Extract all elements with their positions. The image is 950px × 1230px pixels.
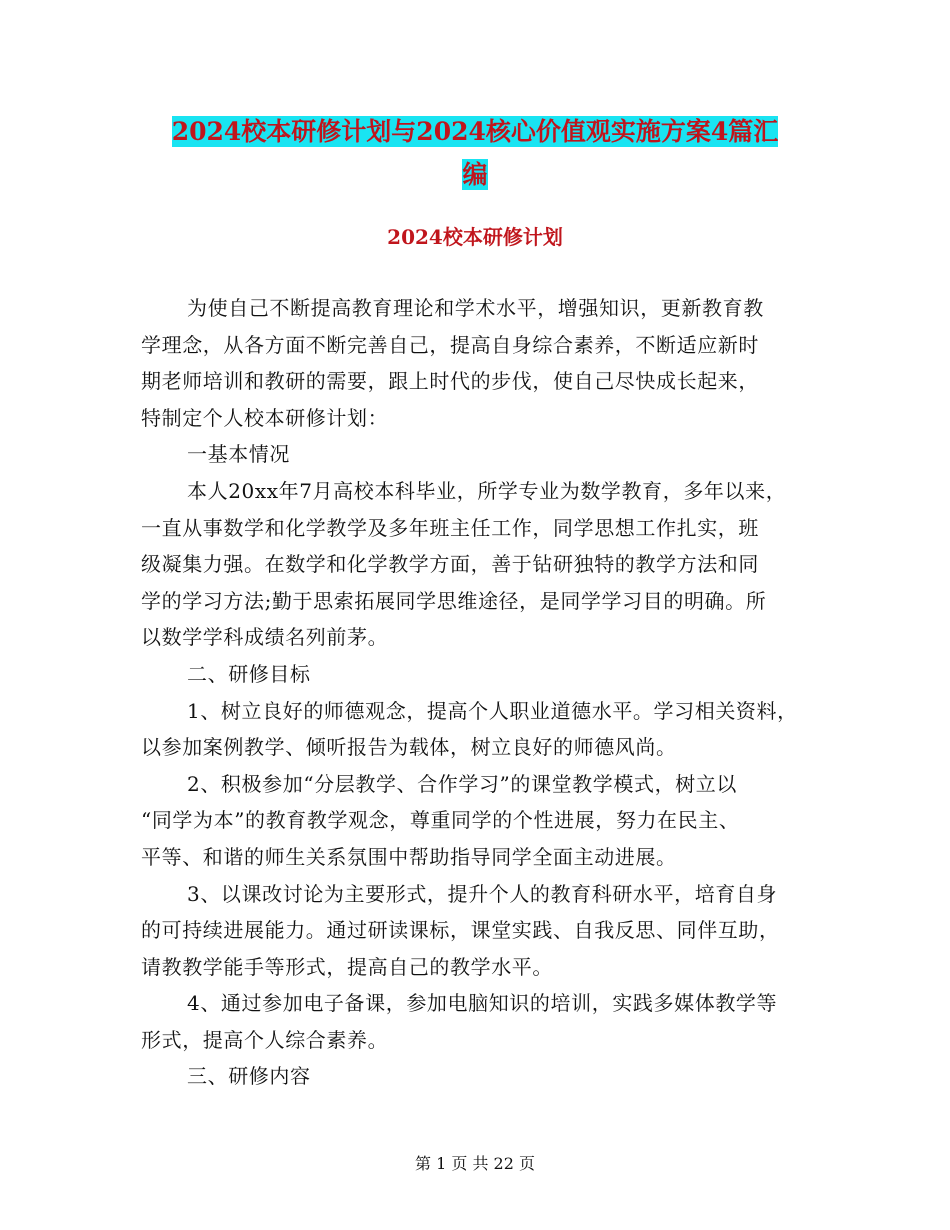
document-title-line-2 xyxy=(0,150,950,200)
text-line: 2、积极参加“分层教学、合作学习”的课堂教学模式，树立以 xyxy=(187,771,737,796)
text-line: 的可持续进展能力。通过研读课标，课堂实践、自我反思、同伴互助， xyxy=(141,918,780,943)
text-line: 为使自己不断提高教育理论和学术水平，增强知识，更新教育教 xyxy=(187,296,764,320)
text-line: 级凝集力强。在数学和化学教学方面，善于钻研独特的教学方法和同 xyxy=(141,552,759,577)
text-line: “同学为本”的教育教学观念，尊重同学的个性进展，努力在民主、 xyxy=(141,808,740,833)
heading-basic-situation: 一基本情况 xyxy=(187,442,290,467)
page-number: 第 1 页 共 22 页 xyxy=(415,1154,535,1173)
document-body xyxy=(141,290,831,1095)
text-line: 期老师培训和教研的需要，跟上时代的步伐，使自己尽快成长起来， xyxy=(141,369,759,394)
text-line: 本人20xx年7月高校本科毕业，所学专业为数学教育，多年以来， xyxy=(187,478,787,503)
text-line: 以参加案例教学、倾听报告为载体，树立良好的师德风尚。 xyxy=(141,735,677,760)
text-line: 学的学习方法;勤于思索拓展同学思维途径，是同学学习目的明确。所 xyxy=(141,588,767,613)
text-line: 特制定个人校本研修计划： xyxy=(141,405,389,430)
text-line: 1、树立良好的师德观念，提高个人职业道德水平。学习相关资料， xyxy=(187,698,798,723)
text-line: 平等、和谐的师生关系氛围中帮助指导同学全面主动进展。 xyxy=(141,844,677,869)
text-line: 形式，提高个人综合素养。 xyxy=(141,1027,389,1052)
section-title: 2024校本研修计划 xyxy=(387,225,563,249)
text-line: 请教教学能手等形式，提高自己的教学水平。 xyxy=(141,954,553,979)
title-highlight-2: 编 xyxy=(462,160,488,189)
text-line: 3、以课改讨论为主要形式，提升个人的教育科研水平，培育自身 xyxy=(187,881,778,906)
text-line: 一直从事数学和化学教学及多年班主任工作，同学思想工作扎实，班 xyxy=(141,515,759,540)
heading-study-content: 三、研修内容 xyxy=(187,1064,311,1089)
title-highlight-1: 2024校本研修计划与2024核心价值观实施方案4篇汇 xyxy=(171,117,779,146)
text-line: 4、通过参加电子备课，参加电脑知识的培训，实践多媒体教学等 xyxy=(187,991,778,1016)
text-line: 以数学学科成绩名列前茅。 xyxy=(141,625,389,650)
heading-study-goals: 二、研修目标 xyxy=(187,661,311,686)
text-line: 学理念，从各方面不断完善自己，提高自身综合素养，不断适应新时 xyxy=(141,332,759,357)
